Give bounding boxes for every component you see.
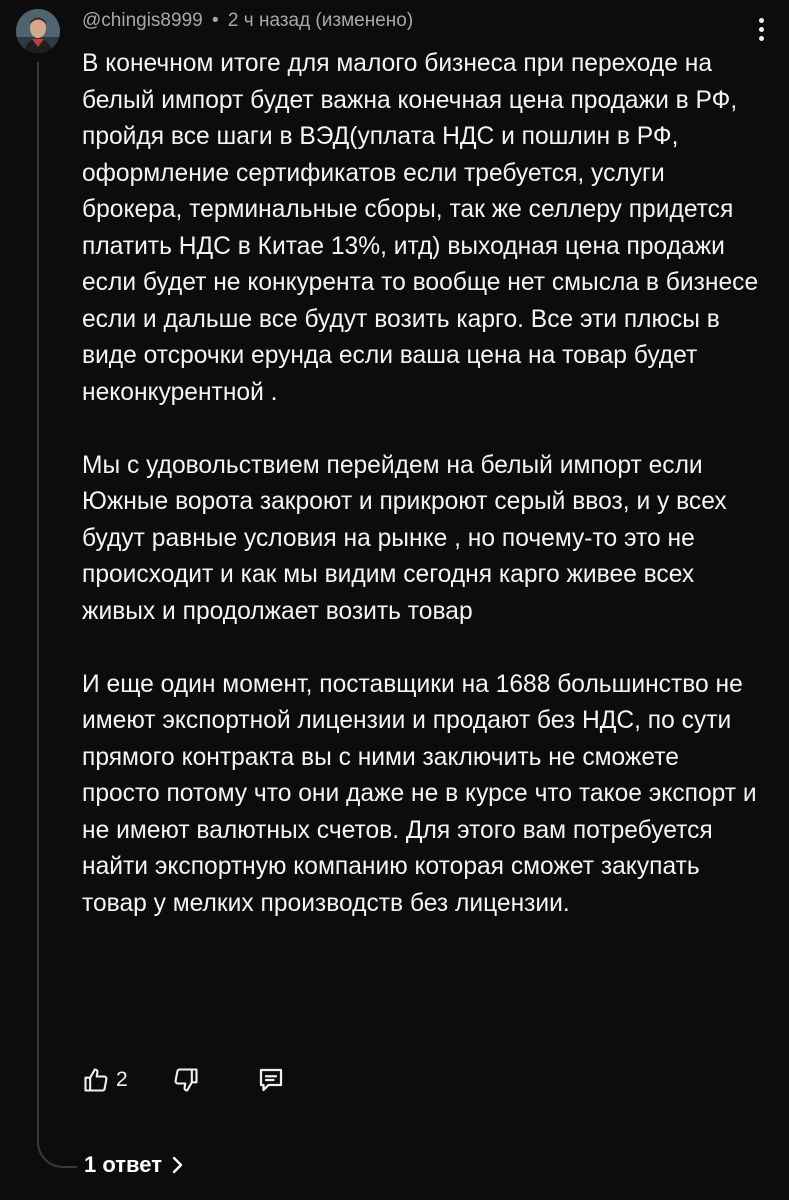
replies-toggle[interactable]: [84, 1152, 184, 1178]
comment-meta: [82, 10, 413, 32]
avatar[interactable]: [16, 9, 60, 53]
like-count: 2: [116, 1068, 128, 1091]
replies-label: 1 ответ: [84, 1152, 162, 1177]
comment-paragraph: В конечном итоге для малого бизнеса при переходе на белый импорт будет важна конечная цена продажи в РФ, пройдя все шаги в ВЭД(уплата НДС и пошлин в РФ, оформление сертификатов если требуется, услуги брокера, терминальные сборы, так же селлеру придется платить НДС в Китае 13%, итд) выходная цена продажи если будет не конкурента то вообще нет смысла в бизнесе если и дальше все будут возить карго. Все эти плюсы в виде отсрочки ерунда если ваша цена на товар будет неконкурентной .: [82, 50, 759, 406]
comment-icon: [256, 1065, 286, 1095]
author-name[interactable]: @chingis8999: [82, 10, 203, 31]
like-button[interactable]: [82, 1066, 128, 1094]
comment-paragraph: И еще один момент, поставщики на 1688 большинство не имеют экспортной лицензии и продают без НДС, по сути прямого контракта вы с ними заключить не сможете просто потому что они даже не в курсе что такое экспорт и не имеют валютных счетов. Для этого вам потребуется найти экспортную компанию которая сможет закупать товар у мелких производств без лицензии.: [82, 670, 757, 917]
chevron-right-icon: [170, 1155, 184, 1175]
meta-separator: •: [211, 10, 219, 31]
comment-time: 2 ч назад (изменено): [227, 10, 414, 31]
dislike-button[interactable]: [172, 1066, 200, 1094]
thumbs-down-icon: [172, 1066, 200, 1094]
more-vertical-icon[interactable]: [754, 18, 768, 46]
reply-button[interactable]: [256, 1065, 286, 1095]
thread-line: [37, 62, 39, 1142]
comment-actions: [82, 1062, 286, 1098]
thumbs-up-icon: [82, 1066, 110, 1094]
thread-connector: [37, 1128, 77, 1168]
comment-paragraph: Мы с удовольствием перейдем на белый импорт если Южные ворота закроют и прикроют серый ввоз, и у всех будут равные условия на рынке , но почему-то это не происходит и как мы видим сегодня карго живее всех живых и продолжает возить товар: [82, 451, 727, 625]
comment-text: [82, 46, 762, 922]
